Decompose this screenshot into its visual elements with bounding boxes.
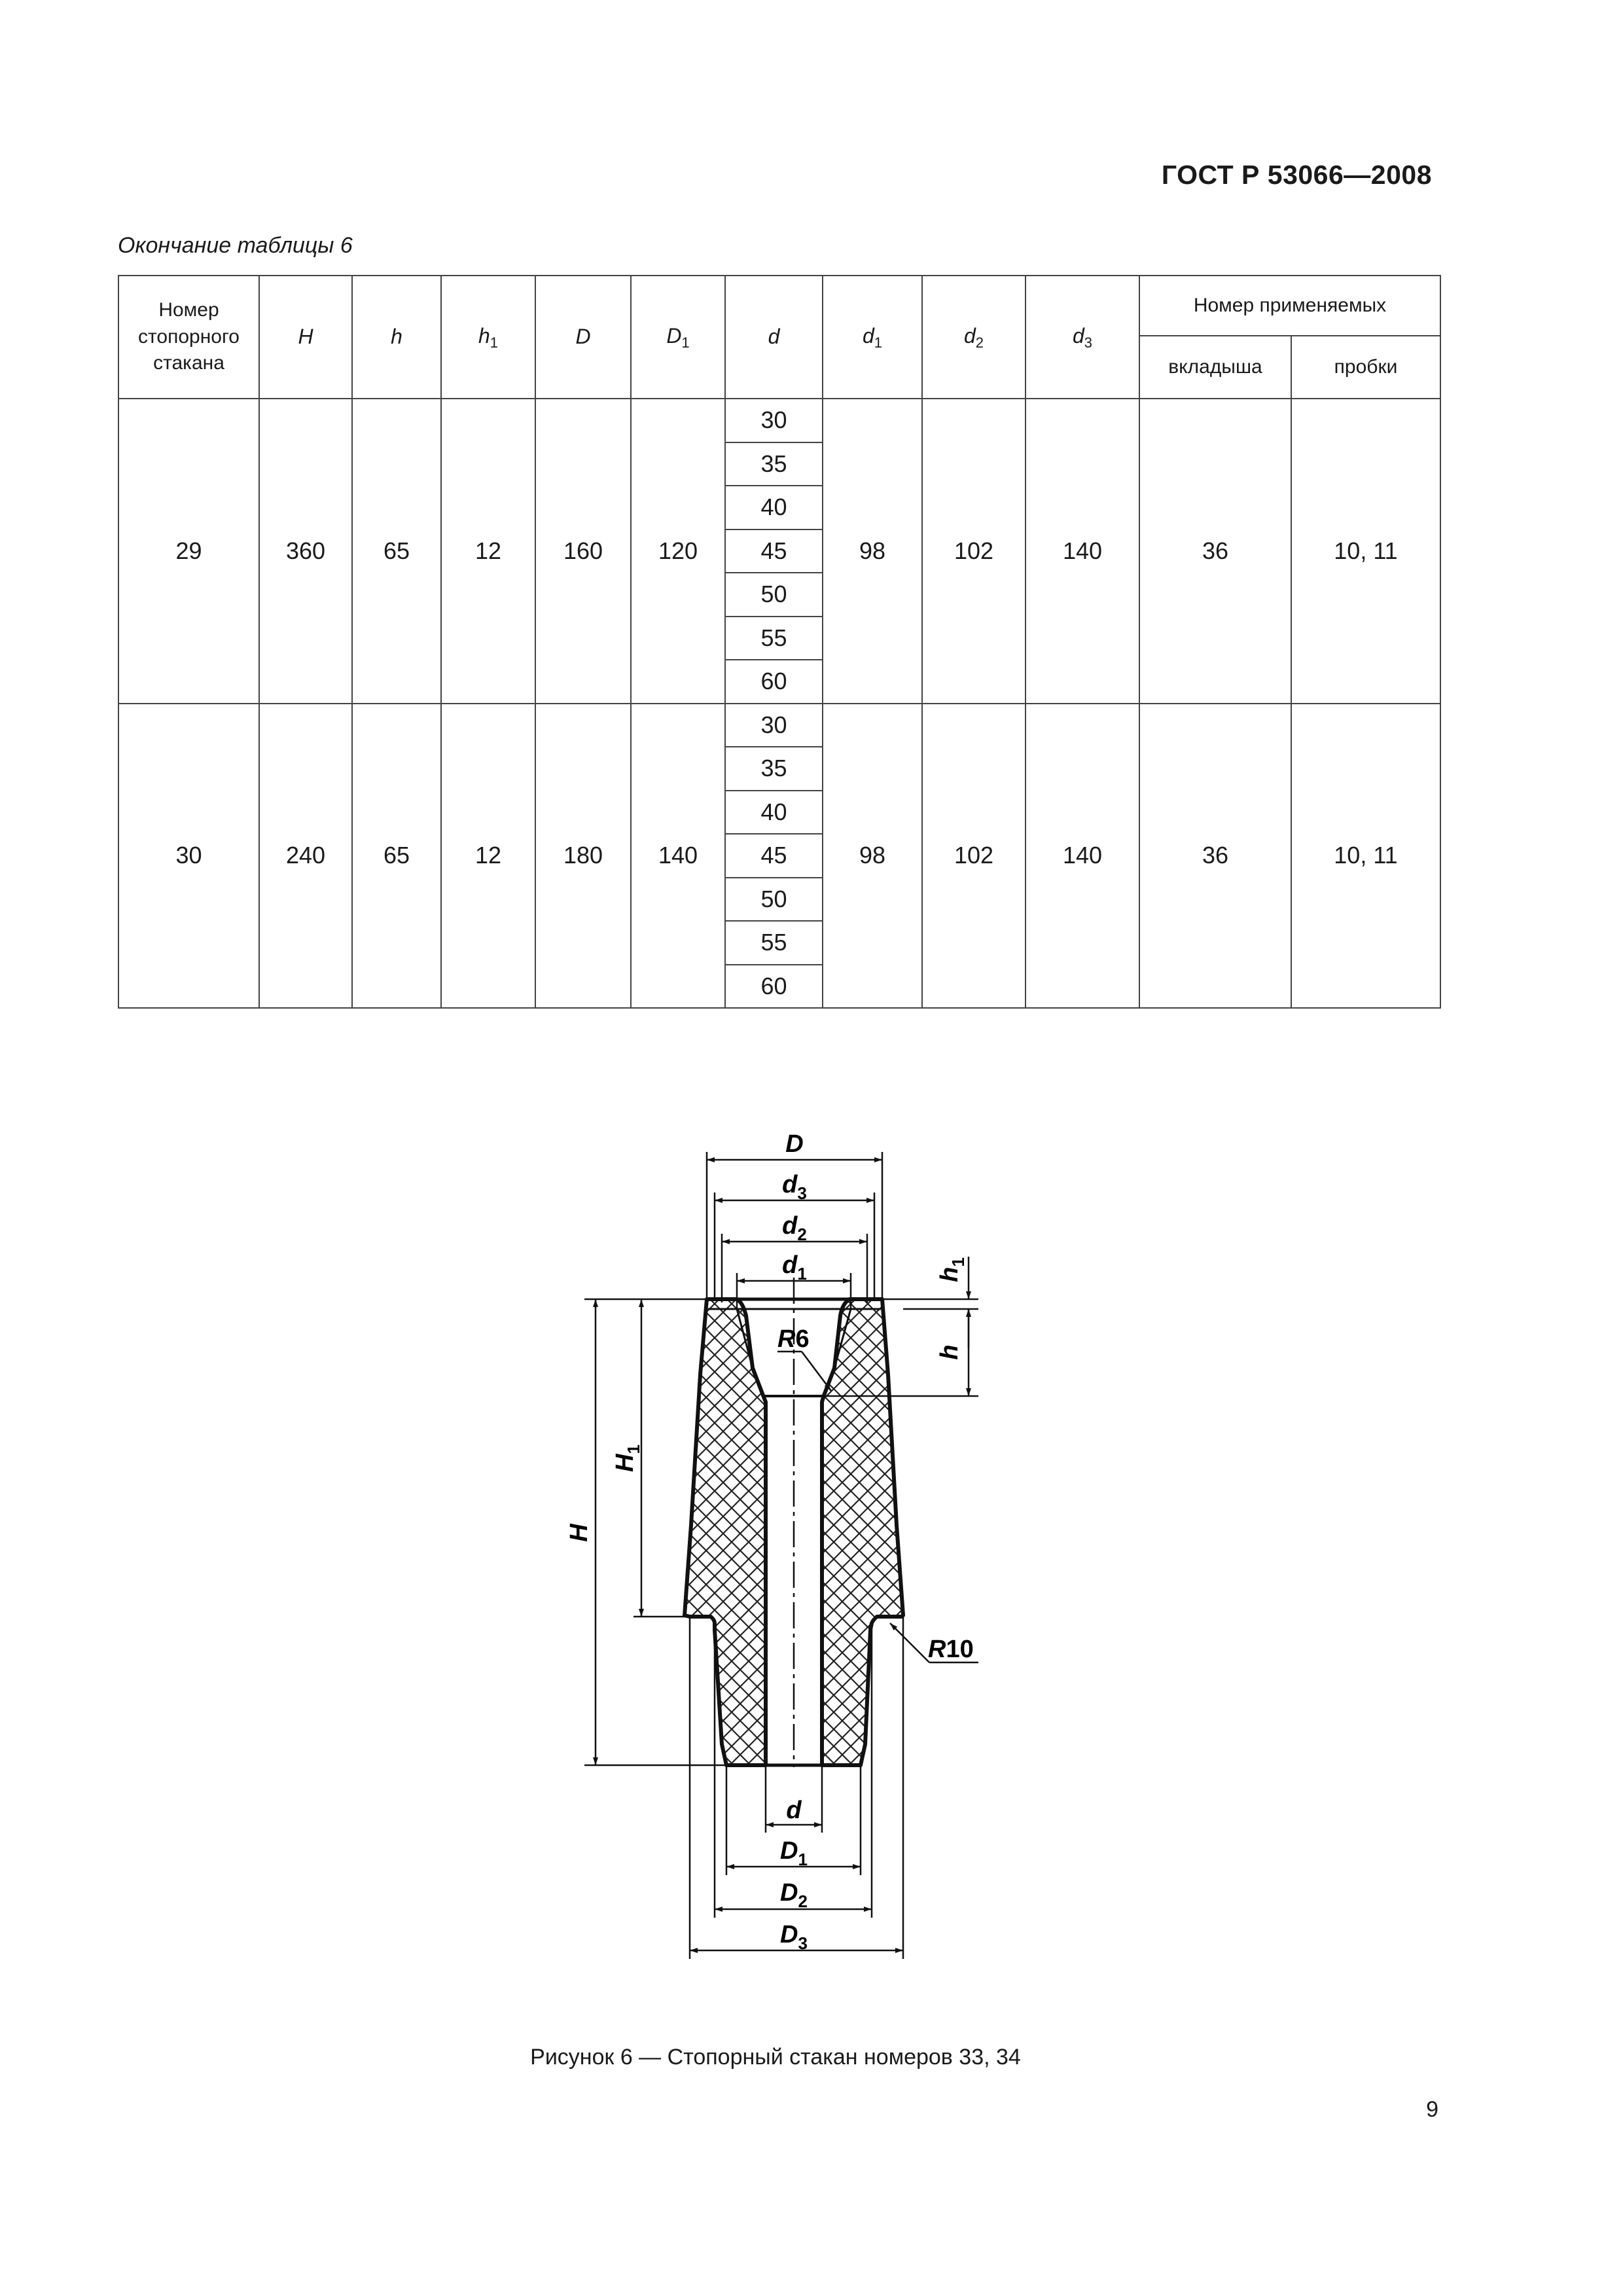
label-D3: $D_3$	[780, 1921, 808, 1953]
label-H: H	[565, 1524, 593, 1542]
label-R6: R6	[777, 1325, 810, 1353]
cell-d: 30	[725, 704, 823, 747]
label-D1: $D_1$	[780, 1837, 808, 1869]
header-H: H	[259, 276, 352, 399]
cell-D1: 140	[631, 704, 725, 1009]
label-d2: $d_2$	[782, 1212, 807, 1244]
r6-leader	[777, 1352, 831, 1391]
cell-d: 50	[725, 573, 823, 617]
label-R10: R10	[928, 1636, 974, 1663]
cell-number: 29	[118, 399, 259, 704]
standard-code: ГОСТ Р 53066—2008	[1161, 160, 1432, 190]
header-d2: $d_2$	[922, 276, 1026, 399]
cell-d1: 98	[823, 399, 922, 704]
cell-d: 35	[725, 442, 823, 486]
label-H1: $H_1$	[611, 1444, 643, 1472]
cell-H: 240	[259, 704, 352, 1009]
header-number-line-1: Номер	[158, 299, 219, 321]
cell-D1: 120	[631, 399, 725, 704]
cell-d3: 140	[1026, 704, 1139, 1009]
body-left-wall	[685, 1299, 766, 1765]
body-right-wall	[822, 1299, 903, 1765]
header-plug: пробки	[1291, 336, 1440, 399]
spec-table	[118, 275, 1441, 1009]
cell-d: 45	[725, 529, 823, 573]
header-d3: $d_3$	[1026, 276, 1139, 399]
cell-liner: 36	[1139, 399, 1291, 704]
header-applied: Номер применяемых	[1139, 276, 1440, 336]
cell-d: 45	[725, 834, 823, 878]
cell-d: 55	[725, 921, 823, 965]
cell-h: 65	[352, 704, 441, 1009]
header-D1: $D_1$	[631, 276, 725, 399]
cell-d: 60	[725, 660, 823, 704]
cell-d1: 98	[823, 704, 922, 1009]
page-number: 9	[1426, 2097, 1438, 2122]
stopper-cup-drawing	[510, 1100, 1152, 1996]
label-D2: $D_2$	[780, 1879, 808, 1911]
cell-h1: 12	[441, 704, 535, 1009]
cell-d: 60	[725, 965, 823, 1009]
cell-d: 40	[725, 486, 823, 529]
header-number-line-3: стакана	[153, 352, 224, 374]
cell-d: 30	[725, 399, 823, 442]
cell-h: 65	[352, 399, 441, 704]
header-d1: $d_1$	[823, 276, 922, 399]
table-row	[118, 399, 1440, 442]
cell-d: 40	[725, 791, 823, 834]
header-D: D	[535, 276, 631, 399]
header-number	[118, 276, 259, 399]
cell-d: 55	[725, 617, 823, 660]
cell-d: 50	[725, 878, 823, 922]
cell-d2: 102	[922, 399, 1026, 704]
cell-d3: 140	[1026, 399, 1139, 704]
cell-D: 160	[535, 399, 631, 704]
cell-d: 35	[725, 747, 823, 791]
label-h: h	[936, 1344, 963, 1360]
label-d1: $d_1$	[782, 1251, 807, 1283]
cell-D: 180	[535, 704, 631, 1009]
cell-h1: 12	[441, 399, 535, 704]
label-D: D	[785, 1130, 804, 1158]
table-row	[118, 704, 1440, 747]
header-d: d	[725, 276, 823, 399]
cell-number: 30	[118, 704, 259, 1009]
cell-liner: 36	[1139, 704, 1291, 1009]
label-d: d	[786, 1797, 802, 1824]
header-number-line-2: стопорного	[138, 325, 240, 348]
header-liner: вкладыша	[1139, 336, 1291, 399]
table-caption: Окончание таблицы 6	[118, 233, 353, 258]
header-h1: $h_1$	[441, 276, 535, 399]
label-d3: $d_3$	[782, 1171, 807, 1203]
header-h: h	[352, 276, 441, 399]
cell-plug: 10, 11	[1291, 704, 1440, 1009]
cell-H: 360	[259, 399, 352, 704]
figure-caption: Рисунок 6 — Стопорный стакан номеров 33, 34	[530, 2045, 1021, 2070]
cell-plug: 10, 11	[1291, 399, 1440, 704]
label-h1: $h_1$	[936, 1257, 968, 1282]
cell-d2: 102	[922, 704, 1026, 1009]
